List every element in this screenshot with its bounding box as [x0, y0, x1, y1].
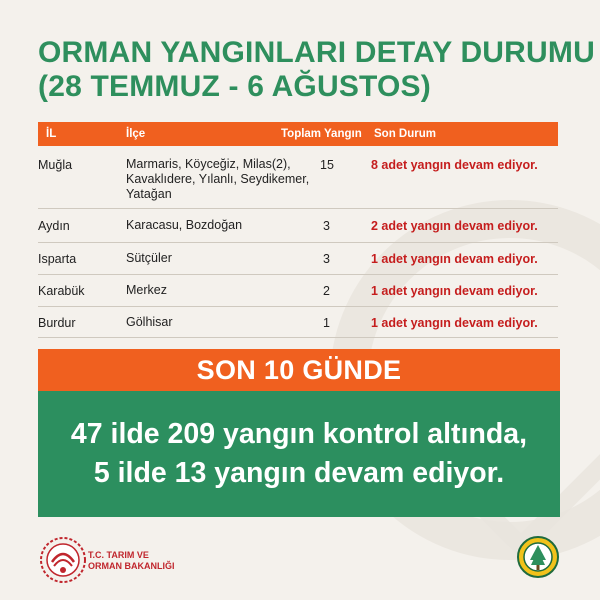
- cell-durum: 1 adet yangın devam ediyor.: [371, 252, 538, 266]
- cell-toplam: 2: [323, 284, 330, 298]
- table-row: [38, 243, 558, 275]
- title-line-2: (28 TEMMUZ - 6 AĞUSTOS): [38, 70, 431, 103]
- header-il: İL: [46, 128, 57, 140]
- summary-line-2: 5 ilde 13 yangın devam ediyor.: [93, 457, 505, 489]
- cell-ilce: Marmaris, Köyceğiz, Milas(2), Kavaklıdere, Yılanlı, Seydikemer, Yatağan: [126, 157, 310, 201]
- header-toplam: Toplam Yangın: [281, 128, 362, 140]
- cell-toplam: 15: [320, 158, 334, 172]
- cell-il: Aydın: [38, 219, 70, 233]
- header-ilce: İlçe: [126, 128, 146, 140]
- cell-toplam: 3: [323, 219, 330, 233]
- table-row: [38, 146, 558, 209]
- summary-line-1: 47 ilde 209 yangın kontrol altında,: [70, 418, 528, 450]
- ministry-line-1: T.C. TARIM VE: [88, 550, 149, 560]
- summary-box: [38, 391, 560, 517]
- cell-il: Karabük: [38, 284, 85, 298]
- cell-ilce: Karacasu, Bozdoğan: [126, 218, 243, 232]
- ministry-emblem-icon: [38, 532, 88, 588]
- page-title: [38, 36, 595, 104]
- cell-durum: 1 adet yangın devam ediyor.: [371, 316, 538, 330]
- summary-banner: SON 10 GÜNDE: [38, 349, 560, 391]
- ministry-line-2: ORMAN BAKANLIĞI: [88, 561, 175, 571]
- cell-toplam: 1: [323, 316, 330, 330]
- cell-durum: 8 adet yangın devam ediyor.: [371, 158, 538, 172]
- cell-durum: 1 adet yangın devam ediyor.: [371, 284, 538, 298]
- cell-ilce: Gölhisar: [126, 315, 173, 329]
- cell-il: Isparta: [38, 252, 77, 266]
- title-line-1: ORMAN YANGINLARI DETAY DURUMU: [38, 36, 595, 69]
- table-header: [38, 122, 558, 146]
- table-body: [38, 146, 558, 338]
- cell-il: Muğla: [38, 158, 73, 172]
- cell-toplam: 3: [323, 252, 330, 266]
- cell-ilce: Merkez: [126, 283, 167, 297]
- cell-ilce: Sütçüler: [126, 251, 172, 265]
- ministry-name: [88, 550, 175, 572]
- table-row: [38, 209, 558, 243]
- header-durum: Son Durum: [374, 128, 436, 140]
- table-row: [38, 307, 558, 338]
- forest-service-emblem-icon: [516, 530, 560, 584]
- table-row: [38, 275, 558, 307]
- cell-il: Burdur: [38, 316, 76, 330]
- cell-durum: 2 adet yangın devam ediyor.: [371, 219, 538, 233]
